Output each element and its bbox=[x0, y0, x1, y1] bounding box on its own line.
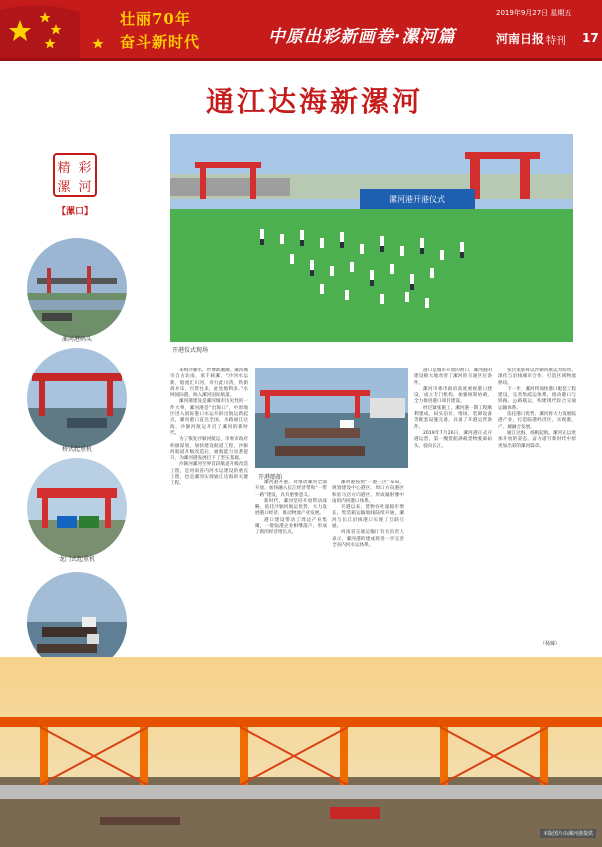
campaign-line2: 奋斗新时代 bbox=[120, 33, 201, 51]
seal-icon bbox=[52, 152, 98, 198]
main-photo-caption: 开港仪式现场 bbox=[172, 347, 209, 354]
side-photo-bridge-crane bbox=[27, 348, 127, 448]
paragraph: 河南省交通运输厅有关负责人表示，漯河港的建成将进一步完善全省内河水运体系。 bbox=[332, 530, 404, 548]
section-label: 特刊 bbox=[546, 36, 566, 47]
stamp-char: 精 bbox=[57, 161, 71, 176]
article-column-5 bbox=[498, 368, 576, 650]
paragraph: 张氏家族将以沙颍河航运为纽带，深化与沿线城市合作，打造区域物流枢纽。 bbox=[498, 368, 576, 386]
campaign-title bbox=[120, 8, 270, 52]
page-number: 17 bbox=[582, 31, 599, 45]
page-headline: 通江达海新漯河 bbox=[206, 85, 424, 118]
side-photo-port bbox=[27, 238, 127, 338]
side-caption: 龙门式起重机 bbox=[58, 556, 95, 563]
paragraph: 依托港口优势，漯河将大力发展临港产业，打造临港经济区，实现港、产、城融合发展。 bbox=[498, 412, 576, 430]
seal-stamp bbox=[52, 152, 98, 198]
paragraph: 沙颍河漯河至界首段航道升级改造工程，是河南省内河水运建设的重点工程，也是漯河实现通江达海的关键工程。 bbox=[170, 462, 248, 487]
author-note: （杨臻） bbox=[540, 641, 561, 647]
banner-text: 漯河港开港仪式 bbox=[389, 195, 445, 204]
stamp-char: 彩 bbox=[78, 161, 92, 176]
issue-date: 2019年9月27日 星期五 bbox=[496, 9, 572, 17]
photo-credit: 本版图片由漯河港提供 bbox=[540, 829, 596, 838]
paragraph: 港口是城市开放的窗口，漯河港的建设极大地改善了漯河的交通区位条件。 bbox=[414, 368, 492, 386]
stamp-char: 漯 bbox=[57, 180, 71, 195]
paragraph: 港口建设带动了周边产业集聚，一批临港企业相继落户，形成了新的经济增长点。 bbox=[255, 517, 327, 536]
paragraph: 经过紧张施工，漯河港一期工程顺利建成，码头泊位、堆场、装卸设备等配套设施完备，具备了开港运营条件。 bbox=[414, 405, 492, 430]
campaign-line1: 壮丽70年 bbox=[120, 10, 191, 28]
side-photo-gantry-crane bbox=[27, 458, 127, 558]
paragraph: 2019年7月26日，漯河港正式开港运营，第一艘货船满载货物驶离码头，驶向长江。 bbox=[414, 430, 492, 449]
article-column-1 bbox=[170, 368, 248, 650]
side-caption: 桥式起重机 bbox=[61, 446, 92, 453]
mid-photo bbox=[255, 368, 408, 468]
main-photo bbox=[170, 134, 573, 342]
paragraph: 下一步，漯河将加快港口配套工程建设，完善集疏运体系，推动港口与铁路、公路联运，构建现代综合交通运输体系。 bbox=[498, 386, 576, 411]
article-column-4 bbox=[414, 368, 492, 650]
paragraph: 漯河港建设是漯河城市历史性的一件大事，漯河港是“出海口”，中原地区进入国际港口水运开辟出航运新起点，漯河港口直达全国，水路通江达海，沙颍河航运开启了漯河的新时代。 bbox=[170, 399, 248, 436]
newspaper-brand: 河南日报 bbox=[496, 32, 545, 46]
paragraph: 漯河港开港，对推动漯河全面开放，加快融入长江经济带和“一带一路”建设，具有重要意义。 bbox=[255, 480, 327, 498]
stamp-subtitle: 【漯口】 bbox=[56, 207, 93, 217]
paragraph: 开港以来，货物吞吐量稳步增长，集装箱运输航线陆续开通，漯河与长江沿线港口实现了互联互通。 bbox=[332, 505, 404, 530]
paragraph: 漯河港按照“一港三区”布局，规划建设中心港区、周口方向港区和驻马店方向港区，形成辐射豫中南的内河港口体系。 bbox=[332, 480, 404, 504]
side-caption: 漯河港码头 bbox=[61, 336, 92, 343]
series-title: 中原出彩新画卷·漯河篇 bbox=[268, 27, 456, 47]
header-rule bbox=[0, 58, 602, 61]
paragraph: 漯河市委市政府高度重视港口建设，成立专门机构，加强统筹协调，全力推进港口项目建设。 bbox=[414, 386, 492, 405]
paragraph: 来纳沙潮水，世博新湘潮。漯河城市自古北南，承千载漯，“沙河水运新，船流汇川河，舟行此川湾，铁街商并乐，百货往来，此处地利多。”水网国际港，海入漯河国际航道。 bbox=[170, 368, 248, 399]
paragraph: 通江达海，扬帆起航。漯河正以更加开放的姿态，奋力谱写新时代中原更加出彩的漯河篇章。 bbox=[498, 430, 576, 449]
article-column-2 bbox=[255, 480, 327, 650]
paragraph: 新时代，漯河坚持开放带动战略，依托沙颍河航运优势，大力发展港口经济，推动物流产业发展。 bbox=[255, 498, 327, 517]
bottom-panorama-photo bbox=[0, 657, 602, 847]
stamp-char: 河 bbox=[78, 180, 92, 195]
article-column-3 bbox=[332, 480, 404, 650]
paragraph: 为了恢复沙颍河航运，市委市政府积极谋划，加快建设航道工程，沙颍河航道升级改造后，通航能力显著提升，为漯河港发展打下了坚实基础。 bbox=[170, 437, 248, 462]
mid-photo-caption: 开港船舶 bbox=[258, 474, 283, 481]
